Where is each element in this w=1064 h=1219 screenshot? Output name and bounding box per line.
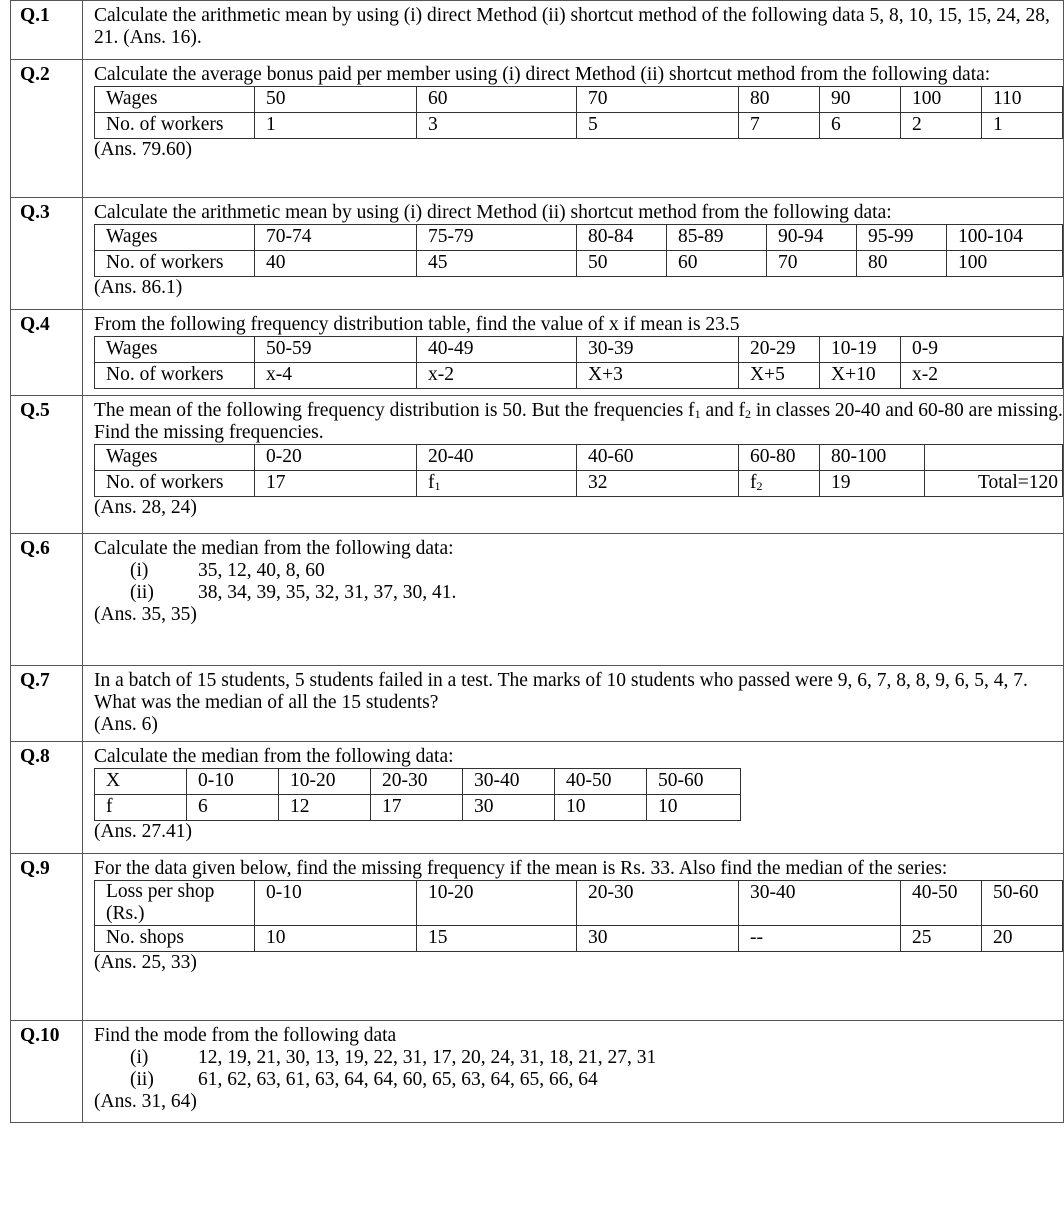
data-table: [94, 86, 1063, 139]
question-body: [83, 666, 1064, 742]
question-row-1: [11, 1, 1064, 60]
table-cell: X+3: [577, 363, 739, 389]
table-cell: 6: [187, 795, 279, 821]
sub-item: (ii) 38, 34, 39, 35, 32, 31, 37, 30, 41.: [130, 582, 457, 603]
table-cell: 20-30: [371, 769, 463, 795]
table-cell: 0-9: [901, 337, 1063, 363]
table-cell: 2: [901, 113, 982, 139]
row-header-cell: X: [95, 769, 187, 795]
table-cell: 70: [767, 251, 857, 277]
question-number: Q.6: [11, 534, 83, 666]
table-cell: 40-60: [577, 445, 739, 471]
table-cell: 45: [417, 251, 577, 277]
table-cell: 40: [255, 251, 417, 277]
answer: (Ans. 31, 64): [94, 1091, 197, 1112]
table-cell: 1: [982, 113, 1063, 139]
question-row-4: [11, 310, 1064, 396]
question-number: Q.8: [11, 742, 83, 854]
table-cell: 1: [255, 113, 417, 139]
table-row: [95, 881, 1063, 926]
table-cell: 30-40: [739, 881, 901, 926]
table-cell: 60: [417, 87, 577, 113]
table-row: [95, 471, 1063, 497]
question-body: [83, 310, 1064, 396]
question-row-6: [11, 534, 1064, 666]
row-header-cell: Wages: [95, 337, 255, 363]
table-cell: X+10: [820, 363, 901, 389]
table-cell: x-4: [255, 363, 417, 389]
table-cell: 60: [667, 251, 767, 277]
table-cell: 19: [820, 471, 925, 497]
table-cell: 80-100: [820, 445, 925, 471]
question-number: Q.4: [11, 310, 83, 396]
table-cell: 75-79: [417, 225, 577, 251]
question-body: [83, 60, 1064, 198]
row-header-cell: No. of workers: [95, 471, 255, 497]
table-cell: 70: [577, 87, 739, 113]
table-cell: 30: [577, 926, 739, 952]
table-cell: 110: [982, 87, 1063, 113]
answer: (Ans. 35, 35): [94, 604, 197, 625]
table-cell: 40-50: [555, 769, 647, 795]
data-table: [94, 444, 1063, 497]
table-cell: 0-10: [255, 881, 417, 926]
table-cell: 0-20: [255, 445, 417, 471]
row-header-cell: Loss per shop (Rs.): [95, 881, 255, 926]
answer: (Ans. 6): [94, 714, 158, 735]
question-body: [83, 854, 1064, 1021]
table-row: [95, 337, 1063, 363]
table-cell: 50-60: [982, 881, 1063, 926]
table-cell: 80-84: [577, 225, 667, 251]
question-row-5: [11, 396, 1064, 534]
question-row-9: [11, 854, 1064, 1021]
data-table: [94, 880, 1063, 952]
table-cell: 30-40: [463, 769, 555, 795]
row-header-cell: No. of workers: [95, 251, 255, 277]
table-cell: Total=120: [925, 471, 1063, 497]
table-cell: 12: [279, 795, 371, 821]
table-cell: 20-30: [577, 881, 739, 926]
table-row: [95, 87, 1063, 113]
table-cell: 6: [820, 113, 901, 139]
row-header-cell: No. of workers: [95, 113, 255, 139]
question-number: Q.5: [11, 396, 83, 534]
question-body: [83, 742, 1064, 854]
question-text: From the following frequency distribution table, find the value of x if mean is 23.5: [94, 314, 740, 335]
table-cell: 50: [577, 251, 667, 277]
table-cell: $f_2$: [739, 471, 820, 497]
question-number: Q.3: [11, 198, 83, 310]
table-cell: 90-94: [767, 225, 857, 251]
question-text: Calculate the arithmetic mean by using (i) direct Method (ii) shortcut method from the following data:: [94, 202, 892, 223]
question-text: Calculate the average bonus paid per member using (i) direct Method (ii) shortcut method from the following data:: [94, 64, 991, 85]
table-cell: X+5: [739, 363, 820, 389]
table-cell: 85-89: [667, 225, 767, 251]
question-text: Calculate the arithmetic mean by using (i) direct Method (ii) shortcut method of the following data 5, 8, 10, 15, 15, 24, 28, 21. (Ans. 16).: [94, 5, 1050, 48]
table-cell: 3: [417, 113, 577, 139]
table-cell: 80: [857, 251, 947, 277]
table-cell: --: [739, 926, 901, 952]
question-text: Calculate the median from the following data:: [94, 538, 454, 559]
table-cell: 7: [739, 113, 820, 139]
table-row: [95, 926, 1063, 952]
question-text: Find the mode from the following data: [94, 1025, 397, 1046]
table-cell: 10: [255, 926, 417, 952]
table-cell: 25: [901, 926, 982, 952]
question-body: [83, 1021, 1064, 1123]
question-number: Q.7: [11, 666, 83, 742]
question-row-10: [11, 1021, 1064, 1123]
question-text: In a batch of 15 students, 5 students failed in a test. The marks of 10 students who passed were 9, 6, 7, 8, 8, 9, 6, 5, 4, 7. What was the median of all the 15 students?: [94, 670, 1028, 713]
table-cell: 40-50: [901, 881, 982, 926]
question-row-8: [11, 742, 1064, 854]
answer: (Ans. 27.41): [94, 821, 193, 842]
table-cell: 50-59: [255, 337, 417, 363]
row-header-cell: Wages: [95, 225, 255, 251]
table-cell: 15: [417, 926, 577, 952]
table-cell: 95-99: [857, 225, 947, 251]
table-cell: 10: [555, 795, 647, 821]
row-header-cell: Wages: [95, 445, 255, 471]
question-body: [83, 1, 1064, 60]
question-text: The mean of the following frequency distribution is 50. But the frequencies $f_1$ and $f_2$ in classes 20-40 and 60-80 are missing. Find the missing frequencies.: [94, 400, 1063, 443]
table-cell: 30: [463, 795, 555, 821]
answer: (Ans. 86.1): [94, 277, 183, 298]
sub-item: (i) 35, 12, 40, 8, 60: [130, 560, 325, 581]
question-text: Calculate the median from the following data:: [94, 746, 454, 767]
question-sheet: [10, 0, 1064, 1123]
answer: (Ans. 28, 24): [94, 497, 197, 518]
sub-item: (ii) 61, 62, 63, 61, 63, 64, 64, 60, 65, 63, 64, 65, 66, 64: [130, 1069, 598, 1090]
table-cell: 80: [739, 87, 820, 113]
question-row-7: [11, 666, 1064, 742]
question-number: Q.1: [11, 1, 83, 60]
question-text: For the data given below, find the missing frequency if the mean is Rs. 33. Also find the median of the series:: [94, 858, 948, 879]
table-cell: 5: [577, 113, 739, 139]
row-header-cell: No. shops: [95, 926, 255, 952]
question-body: [83, 396, 1064, 534]
table-cell: [925, 445, 1063, 471]
question-number: Q.10: [11, 1021, 83, 1123]
row-header-cell: f: [95, 795, 187, 821]
table-cell: 10: [647, 795, 741, 821]
data-table: [94, 224, 1063, 277]
row-header-cell: Wages: [95, 87, 255, 113]
table-cell: 10-20: [417, 881, 577, 926]
question-row-3: [11, 198, 1064, 310]
table-cell: 10-20: [279, 769, 371, 795]
table-cell: 17: [255, 471, 417, 497]
answer: (Ans. 25, 33): [94, 952, 197, 973]
question-body: [83, 534, 1064, 666]
table-cell: 0-10: [187, 769, 279, 795]
question-number: Q.9: [11, 854, 83, 1021]
table-row: [95, 113, 1063, 139]
sub-item: (i) 12, 19, 21, 30, 13, 19, 22, 31, 17, 20, 24, 31, 18, 21, 27, 31: [130, 1047, 657, 1068]
table-cell: 90: [820, 87, 901, 113]
question-number: Q.2: [11, 60, 83, 198]
table-row: [95, 769, 741, 795]
table-row: [95, 363, 1063, 389]
table-cell: 100-104: [947, 225, 1063, 251]
table-cell: 20: [982, 926, 1063, 952]
table-cell: 100: [947, 251, 1063, 277]
table-cell: 32: [577, 471, 739, 497]
table-cell: 60-80: [739, 445, 820, 471]
table-cell: 100: [901, 87, 982, 113]
table-cell: 30-39: [577, 337, 739, 363]
table-cell: $f_1$: [417, 471, 577, 497]
data-table: [94, 336, 1063, 389]
table-cell: 70-74: [255, 225, 417, 251]
table-cell: 20-40: [417, 445, 577, 471]
table-row: [95, 225, 1063, 251]
table-cell: x-2: [417, 363, 577, 389]
table-cell: 20-29: [739, 337, 820, 363]
answer: (Ans. 79.60): [94, 139, 193, 160]
table-row: [95, 445, 1063, 471]
table-cell: 50: [255, 87, 417, 113]
table-cell: x-2: [901, 363, 1063, 389]
question-row-2: [11, 60, 1064, 198]
table-cell: 10-19: [820, 337, 901, 363]
row-header-cell: No. of workers: [95, 363, 255, 389]
table-cell: 50-60: [647, 769, 741, 795]
table-row: [95, 251, 1063, 277]
table-row: [95, 795, 741, 821]
table-cell: 17: [371, 795, 463, 821]
data-table: [94, 768, 741, 821]
table-cell: 40-49: [417, 337, 577, 363]
question-body: [83, 198, 1064, 310]
